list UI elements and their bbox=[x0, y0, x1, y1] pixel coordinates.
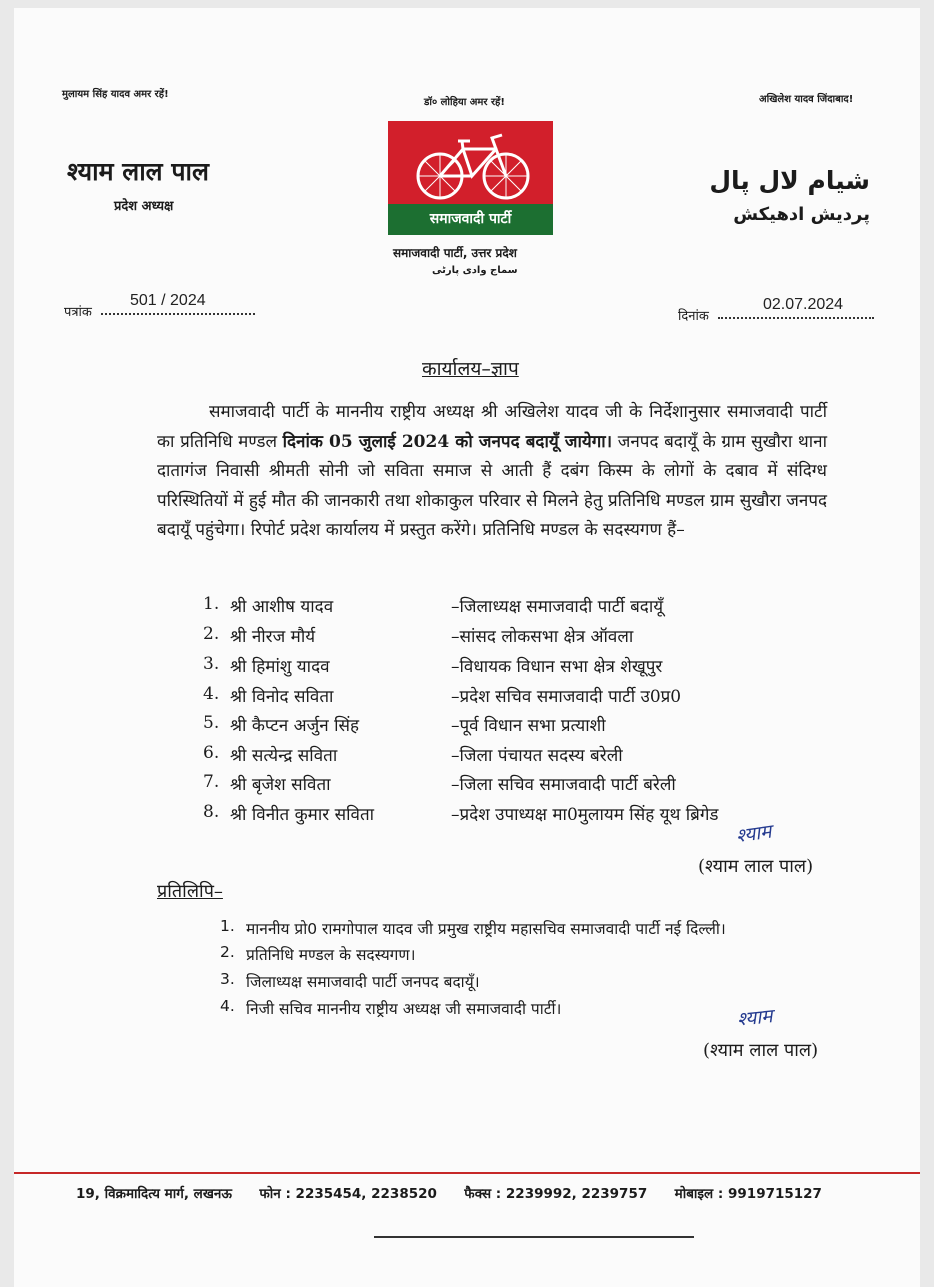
copy-heading: प्रतिलिपि– bbox=[157, 881, 223, 902]
body-paragraph bbox=[157, 398, 827, 546]
footer-divider bbox=[14, 1172, 920, 1174]
logo-caption-urdu: سماج وادی پارٹی bbox=[432, 265, 518, 276]
date-value: 02.07.2024 bbox=[763, 296, 844, 313]
slogan-left: मुलायम सिंह यादव अमर रहें! bbox=[62, 89, 169, 100]
sender-name-hindi: श्याम लाल पाल bbox=[67, 157, 209, 186]
reference-label: पत्रांक bbox=[64, 305, 92, 320]
signature-name-2: (श्याम लाल पाल) bbox=[703, 1040, 819, 1061]
letter-sheet bbox=[14, 8, 920, 1287]
party-logo bbox=[388, 121, 553, 235]
date-label: दिनांक bbox=[678, 309, 709, 324]
slogan-right: अखिलेश यादव जिंदाबाद! bbox=[759, 94, 854, 105]
slogan-center: डॉ० लोहिया अमर रहें! bbox=[424, 97, 505, 108]
body-text-2: जनपद बदायूँ के ग्राम सुखौरा थाना दातागंज निवासी श्रीमती सोनी जो सविता समाज से आती हैं दबंग किस्म के लोगों के दबाव में संदिग्ध परिस्थितियों में हुई मौत की जानकारी तथा शोकाकुल परिवार से मिलने हेतु प्रतिनिधि मण्डल ग्राम सुखौरा जनपद बदायूँ पहुंचेगा। रिपोर्ट प्रदेश कार्यालय में प्रस्तुत करेंगे। प्रतिनिधि मण्डल के सदस्यगण हैं– bbox=[157, 431, 827, 540]
members-list: 1. श्री आशीष यादव –जिलाध्यक्ष समाजवादी पार्टी बदायूँ 2. श्री नीरज मौर्य –सांसद लोकसभा क्षेत्र ऑवला 3. श्री हिमांशु यादव –विधायक विधान सभा क्षेत्र शेखूपुर 4. श्री विनोद सविता –प्रदेश सचिव समाजवादी पार्टी उ0प्र0 5. श्री कैप्टन अर्जुन सिंह –पूर्व विधान सभा प्रत्याशी 6. श्री सत्येन्द्र सविता –जिला पंचायत सदस्य बरेली 7. श्री बृजेश सविता –जिला सचिव समाजवादी पार्टी बरेली 8. श्री विनीत कुमार सविता –प्रदेश उपाध्यक्ष मा0मुलायम सिंह यूथ ब्रिगेड bbox=[203, 594, 719, 825]
copy-list: 1. माननीय प्रो0 रामगोपाल यादव जी प्रमुख राष्ट्रीय महासचिव समाजवादी पार्टी नई दिल्ली। 2. प्रतिनिधि मण्डल के सदस्यगण। 3. जिलाध्यक्ष समाजवादी पार्टी जनपद बदायूँ। 4. निजी सचिव माननीय राष्ट्रीय अध्यक्ष जी समाजवादी पार्टी। bbox=[220, 917, 726, 1018]
footer-mobile: मोबाइल : 9919715127 bbox=[674, 1186, 822, 1202]
body-text-1: समाजवादी पार्टी के माननीय राष्ट्रीय अध्यक्ष श्री अखिलेश यादव जी के निर्देशानुसार समाजवादी पार्टी का प्रतिनिधि मण्डल bbox=[157, 402, 827, 452]
bicycle-icon bbox=[388, 121, 553, 204]
bottom-rule bbox=[374, 1236, 694, 1238]
document-title: कार्यालय–ज्ञाप bbox=[422, 358, 519, 380]
footer-fax: फैक्स : 2239992, 2239757 bbox=[464, 1186, 648, 1202]
signature-name: (श्याम लाल पाल) bbox=[698, 856, 814, 877]
logo-band-text: समाजवादी पार्टी bbox=[388, 204, 553, 235]
footer-contact bbox=[76, 1184, 822, 1202]
body-text-bold: दिनांक 05 जुलाई 2024 को जनपद बदायूँ जायेगा। bbox=[282, 431, 613, 452]
sender-designation-hindi: प्रदेश अध्यक्ष bbox=[114, 199, 174, 214]
sender-designation-urdu: پردیش ادھیکش bbox=[733, 204, 870, 225]
logo-caption: समाजवादी पार्टी, उत्तर प्रदेश bbox=[393, 246, 517, 260]
signature-scribble-2: श्याम bbox=[736, 1005, 774, 1031]
reference-number: 501 / 2024 bbox=[130, 292, 206, 309]
signature-scribble: श्याम bbox=[734, 820, 773, 848]
sender-name-urdu: شیام لال پال bbox=[709, 166, 870, 195]
footer-phone: फोन : 2235454, 2238520 bbox=[259, 1186, 437, 1202]
footer-address: 19, विक्रमादित्य मार्ग, लखनऊ bbox=[76, 1186, 232, 1202]
